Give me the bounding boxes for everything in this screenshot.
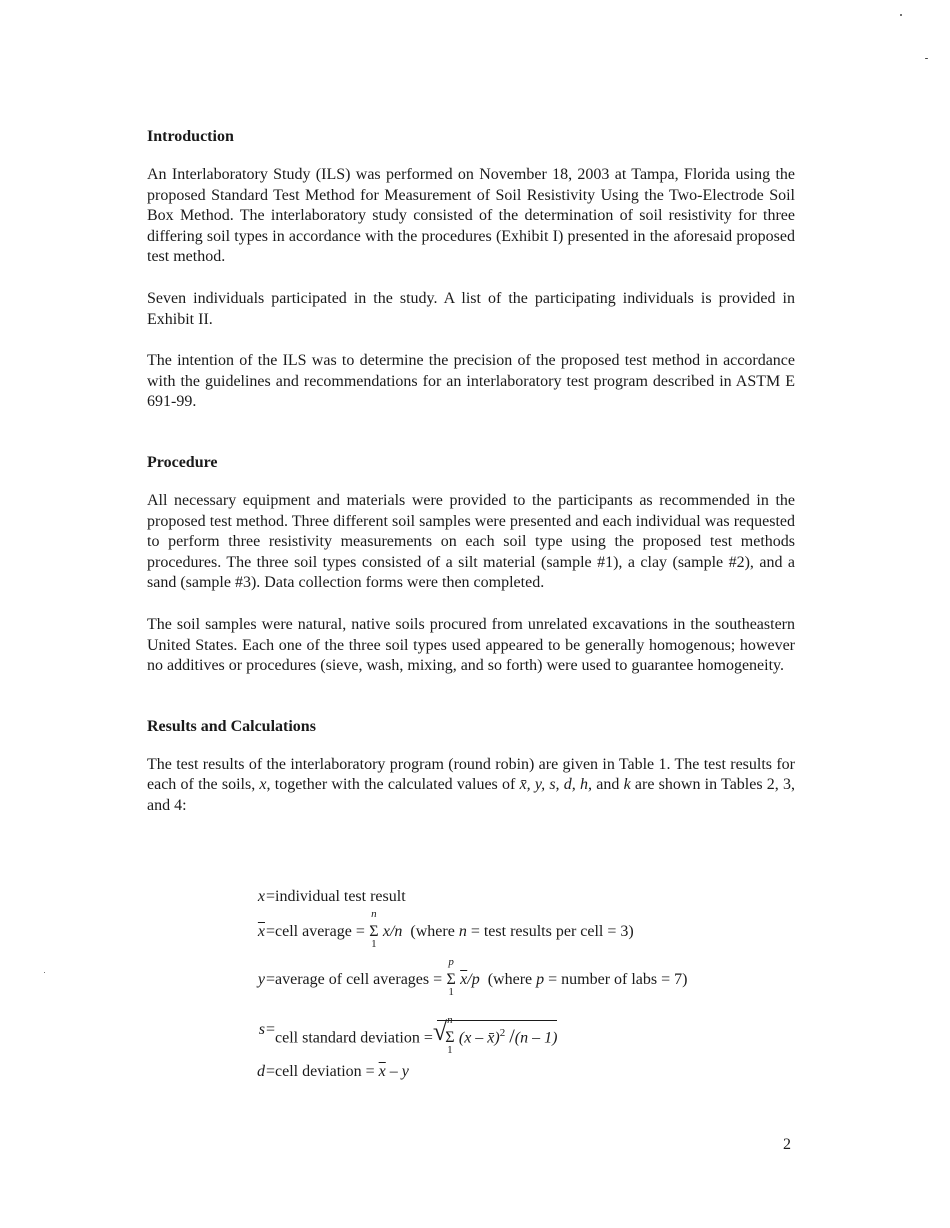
document-body	[147, 127, 795, 816]
definition-d: d = cell deviation = $\overline{x}$ – y	[257, 1063, 409, 1080]
summation-sign: Σ p 1	[446, 956, 456, 998]
square-root: √ Σ n 1 (x – x̄)$^2$ /(n – 1)	[432, 1014, 558, 1057]
summation-sign: Σ n 1	[445, 1014, 455, 1057]
definition-x-bar: $\overline{x}$ = cell average = Σ n 1 x/n (where n = test results per cell = 3)	[257, 908, 634, 950]
intro-paragraph-3: The intention of the ILS was to determine the precision of the proposed test method in accordance with the guidelines and recommendations for an interlaboratory test program described in ASTM E 691-99.	[147, 352, 795, 411]
procedure-paragraph-2: The soil samples were natural, native soils procured from unrelated excavations in the southeastern United States. Each one of the three soil types used appeared to be generally homogenous; however no additives or procedures (sieve, wash, mixing, and so forth) were used to guarantee homogeneity.	[147, 615, 795, 675]
summation-sign: Σ n 1	[369, 908, 379, 950]
intro-paragraph-1: An Interlaboratory Study (ILS) was performed on November 18, 2003 at Tampa, Florida using the proposed Standard Test Method for Measurement of Soil Resistivity Using the Two-Electrode Soil Box Method. The interlaboratory study consisted of the determination of soil resistivity for three differing soil types in accordance with the procedures (Exhibit I) presented in the aforesaid proposed test method.	[147, 166, 795, 266]
scan-speck	[900, 14, 902, 16]
definition-y: y = average of cell averages = Σ p 1 $\overline{x}/p$ (where p = number of labs = 7)	[257, 956, 688, 998]
section-heading-introduction: Introduction	[147, 128, 234, 145]
procedure-paragraph-1: All necessary equipment and materials were provided to the participants as recommended in the proposed test method. Three different soil samples were presented and each individual was requested to perform three resistivity measurements on each soil type using the proposed test methods procedures. The three soil types consisted of a silt material (sample #1), a clay (sample #2), and a sand (sample #3). Data collection forms were then completed.	[147, 491, 795, 592]
scan-speck	[925, 58, 928, 59]
page-number: 2	[783, 1136, 791, 1153]
scan-speck	[44, 972, 45, 973]
definitions-list	[225, 887, 785, 1080]
section-heading-results: Results and Calculations	[147, 717, 316, 735]
definition-s: s = cell standard deviation = √ Σ n 1 (x – x̄)$^2$ /(n – 1)	[258, 1014, 558, 1057]
definition-x: x = individual test result	[257, 888, 406, 905]
section-heading-procedure: Procedure	[147, 453, 218, 471]
results-paragraph: The test results of the interlaboratory program (round robin) are given in Table 1. The test results for each of the soils, x, together with the calculated values of x̄, y, s, d, h, and k are shown in Tables 2, 3, and 4:	[147, 755, 796, 814]
intro-paragraph-2: Seven individuals participated in the study. A list of the participating individuals is provided in Exhibit II.	[147, 289, 795, 328]
